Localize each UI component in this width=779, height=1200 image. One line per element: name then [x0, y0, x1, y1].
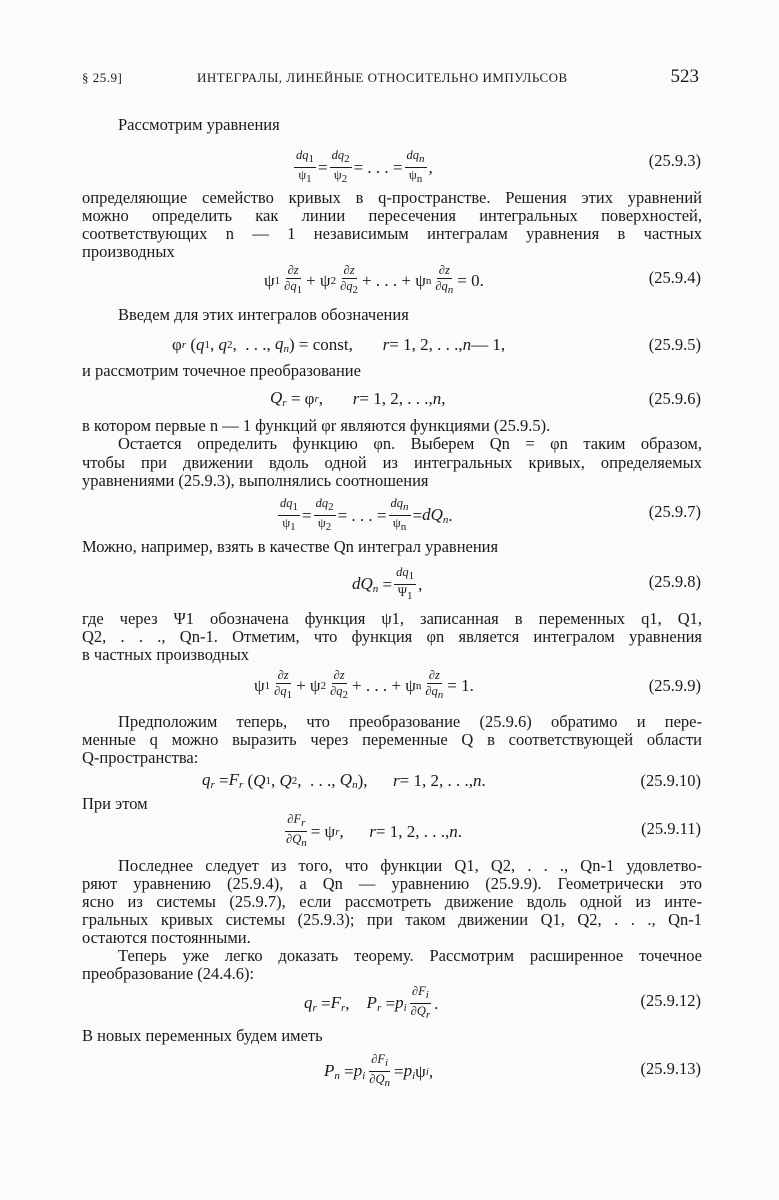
text-line: Предположим теперь, что преобразование (25.9.6) обратимо и пере-: [118, 712, 702, 731]
equation-number: (25.9.5): [648, 335, 701, 354]
equation-25-9-4: ψ 1 $\frac{\partial z}{\partial q_1}$ + ψ 2 $\frac{\partial z}{\partial q_2}$ + . . . + ψ n $\frac{\partial z}{\partial q_n}$ = 0.: [264, 263, 484, 296]
text-line: можно определить как линии пересечения интегральных поверхностей,: [82, 206, 702, 225]
text-line: в частных производных: [82, 645, 250, 664]
text-line: Q-пространства:: [82, 748, 199, 767]
equation-25-9-5: φ r ( q 1 , q 2 , . . ., $q_n$ ) = const, r = 1, 2, . . ., n — 1,: [172, 334, 506, 355]
text-line: производных: [82, 242, 175, 261]
equation-number: (25.9.6): [648, 389, 701, 408]
text-line: Можно, например, взять в качестве Qn интеграл уравнения: [82, 537, 499, 556]
equation-number: (25.9.11): [641, 819, 701, 838]
text-line: в котором первые n — 1 функций φr являются функциями (25.9.5).: [82, 416, 551, 435]
text-line: определяющие семейство кривых в q-пространстве. Решения этих уравнений: [82, 188, 702, 207]
equation-25-9-11: $\frac{\partial F_r}{\partial Q_n}$ = ψ r , r = 1, 2, . . ., n .: [286, 812, 462, 849]
equation-number: (25.9.10): [640, 771, 701, 790]
text-line: ясно из системы (25.9.7), если рассмотреть движение вдоль одной из инте-: [82, 892, 702, 911]
equation-25-9-12: $q_r$ = $F_r$ , $P_r$ = $p_i$ $\frac{\partial F_i}{\partial Q_r}$ .: [304, 984, 439, 1021]
equation-25-9-10: $q_r$ = $F_r$ ( Q 1 , Q 2 , . . ., $Q_n$ ), r = 1, 2, . . ., n .: [202, 770, 486, 791]
equation-25-9-3: $\frac{dq_1}{\psi_1}$ = $\frac{dq_2}{\psi_2}$ = . . . = $\frac{dq_n}{\psi_n}$ ,: [296, 148, 433, 185]
text-line: Остается определить функцию φn. Выберем Qn = φn таким образом,: [118, 434, 702, 453]
equation-number: (25.9.7): [648, 502, 701, 521]
text-line: Введем для этих интегралов обозначения: [118, 305, 409, 324]
text-line: чтобы при движении вдоль одной из интегральных кривых, определяемых: [82, 453, 702, 472]
text-line: где через Ψ1 обозначена функция ψ1, записанная в переменных q1, Q1,: [82, 609, 702, 628]
text-line: и рассмотрим точечное преобразование: [82, 361, 361, 380]
equation-25-9-7: $\frac{dq_1}{\psi_1}$ = $\frac{dq_2}{\psi_2}$ = . . . = $\frac{dq_n}{\psi_n}$ = $dQ_n$ .: [280, 496, 453, 533]
text-line: ряют уравнению (25.9.4), а Qn — уравнению (25.9.9). Геометрически это: [82, 874, 702, 893]
equation-number: (25.9.12): [640, 991, 701, 1010]
equation-number: (25.9.8): [648, 572, 701, 591]
equation-25-9-8: $dQ_n$ = $\frac{dq_1}{\Psi_1}$ ,: [352, 565, 423, 602]
text-line: менные q можно выразить через переменные Q в соответствующей области: [82, 730, 702, 749]
running-title: ИНТЕГРАЛЫ, ЛИНЕЙНЫЕ ОТНОСИТЕЛЬНО ИМПУЛЬСОВ: [197, 70, 568, 85]
section-ref: § 25.9]: [82, 70, 123, 85]
text-line: гральных кривых системы (25.9.3); при таком движении Q1, Q2, . . ., Qn-1: [82, 910, 702, 929]
text-line: Q2, . . ., Qn-1. Отметим, что функция φn является интегралом уравнения: [82, 627, 702, 646]
equation-25-9-9: ψ 1 $\frac{\partial z}{\partial q_1}$ + ψ 2 $\frac{\partial z}{\partial q_2}$ + . . . + ψ n $\frac{\partial z}{\partial q_n}$ = 1.: [254, 668, 474, 701]
equation-number: (25.9.3): [648, 151, 701, 170]
text-line: Последнее следует из того, что функции Q1, Q2, . . ., Qn-1 удовлетво-: [118, 856, 702, 875]
text-line: остаются постоянными.: [82, 928, 251, 947]
text-line: В новых переменных будем иметь: [82, 1026, 323, 1045]
text-line: Теперь уже легко доказать теорему. Рассмотрим расширенное точечное: [118, 946, 702, 965]
equation-25-9-13: $P_n$ = $p_i$ $\frac{\partial F_i}{\partial Q_n}$ = $p_i$ ψ i ,: [324, 1052, 434, 1089]
equation-number: (25.9.4): [648, 268, 701, 287]
equation-25-9-6: $Q_r$ = φ r , r = 1, 2, . . ., n ,: [270, 388, 446, 409]
text-line: соответствующих n — 1 независимым интегралам уравнения в частных: [82, 224, 702, 243]
page-number: 523: [670, 66, 699, 87]
text-line: При этом: [82, 794, 148, 813]
text-line: Рассмотрим уравнения: [118, 115, 280, 134]
equation-number: (25.9.13): [640, 1059, 701, 1078]
text-line: преобразование (24.4.6):: [82, 964, 255, 983]
equation-number: (25.9.9): [648, 676, 701, 695]
text-line: уравнениями (25.9.3), выполнялись соотношения: [82, 471, 429, 490]
